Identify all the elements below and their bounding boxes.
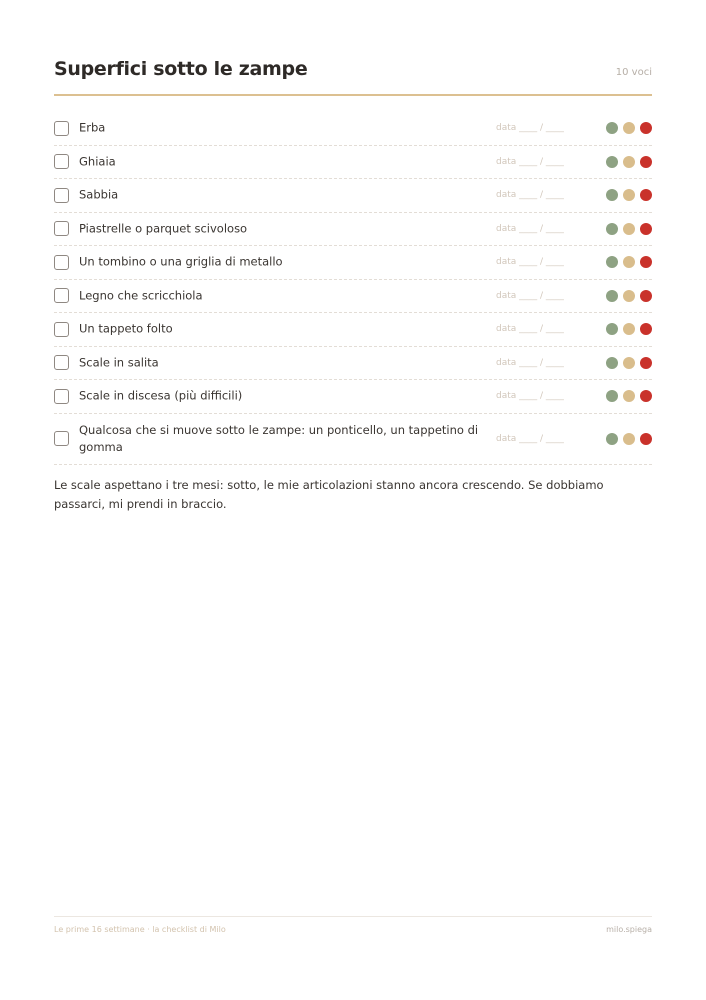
rating-red-dot[interactable] — [640, 390, 652, 402]
item-label: Scale in discesa (più difficili) — [79, 388, 243, 403]
item-label: Erba — [79, 120, 106, 135]
rating-dots — [606, 156, 652, 168]
rating-dots — [606, 390, 652, 402]
item-label: Scale in salita — [79, 355, 159, 370]
rating-green-dot[interactable] — [606, 256, 618, 268]
rating-green-dot[interactable] — [606, 390, 618, 402]
rating-green-dot[interactable] — [606, 357, 618, 369]
rating-tan-dot[interactable] — [623, 357, 635, 369]
rating-green-dot[interactable] — [606, 156, 618, 168]
rating-red-dot[interactable] — [640, 189, 652, 201]
item-label: Sabbia — [79, 187, 119, 202]
rating-dots — [606, 357, 652, 369]
rating-dots — [606, 290, 652, 302]
rating-red-dot[interactable] — [640, 223, 652, 235]
item-count: 10 voci — [615, 67, 652, 78]
item-label: Piastrelle o parquet scivoloso — [79, 221, 248, 236]
checklist-item — [54, 246, 652, 280]
item-checkbox[interactable] — [54, 188, 69, 203]
footer-source: Le prime 16 settimane · la checklist di Milo — [54, 925, 226, 934]
rating-green-dot[interactable] — [606, 122, 618, 134]
checklist-item — [54, 313, 652, 347]
date-field[interactable]: data ____ / ____ — [496, 391, 564, 402]
rating-tan-dot[interactable] — [623, 323, 635, 335]
checklist-item — [54, 112, 652, 146]
rating-tan-dot[interactable] — [623, 433, 635, 445]
checklist-item — [54, 414, 652, 465]
item-checkbox[interactable] — [54, 255, 69, 270]
date-field[interactable]: data ____ / ____ — [496, 290, 564, 301]
rating-red-dot[interactable] — [640, 122, 652, 134]
page-header — [54, 58, 652, 96]
rating-dots — [606, 433, 652, 445]
checklist-item — [54, 179, 652, 213]
date-field[interactable]: data ____ / ____ — [496, 223, 564, 234]
rating-dots — [606, 122, 652, 134]
item-checkbox[interactable] — [54, 154, 69, 169]
rating-red-dot[interactable] — [640, 433, 652, 445]
checklist-item — [54, 347, 652, 381]
date-field[interactable]: data ____ / ____ — [496, 123, 564, 134]
date-field[interactable]: data ____ / ____ — [496, 156, 564, 167]
footer-brand: milo.spiega — [606, 925, 652, 934]
date-field[interactable]: data ____ / ____ — [496, 324, 564, 335]
page-footer — [54, 916, 652, 942]
rating-green-dot[interactable] — [606, 433, 618, 445]
rating-tan-dot[interactable] — [623, 390, 635, 402]
checklist-item — [54, 146, 652, 180]
rating-red-dot[interactable] — [640, 156, 652, 168]
rating-red-dot[interactable] — [640, 290, 652, 302]
item-checkbox[interactable] — [54, 221, 69, 236]
rating-tan-dot[interactable] — [623, 290, 635, 302]
page-title: Superfici sotto le zampe — [54, 58, 308, 80]
rating-dots — [606, 223, 652, 235]
date-field[interactable]: data ____ / ____ — [496, 433, 564, 444]
item-checkbox[interactable] — [54, 355, 69, 370]
rating-dots — [606, 256, 652, 268]
rating-tan-dot[interactable] — [623, 256, 635, 268]
rating-red-dot[interactable] — [640, 357, 652, 369]
rating-tan-dot[interactable] — [623, 122, 635, 134]
checklist-item — [54, 380, 652, 414]
rating-dots — [606, 323, 652, 335]
item-checkbox[interactable] — [54, 121, 69, 136]
item-label: Ghiaia — [79, 154, 116, 169]
item-checkbox[interactable] — [54, 431, 69, 446]
checklist-item — [54, 213, 652, 247]
rating-green-dot[interactable] — [606, 323, 618, 335]
rating-green-dot[interactable] — [606, 189, 618, 201]
rating-tan-dot[interactable] — [623, 156, 635, 168]
checklist — [54, 112, 652, 465]
checklist-page — [54, 0, 652, 1000]
rating-red-dot[interactable] — [640, 256, 652, 268]
stairs-note: Le scale aspettano i tre mesi: sotto, le mie articolazioni stanno ancora crescendo. Se dobbiamo passarci, mi prendi in braccio. — [54, 478, 604, 511]
item-label: Qualcosa che si muove sotto le zampe: un ponticello, un tappetino di gomma — [79, 422, 479, 454]
rating-green-dot[interactable] — [606, 290, 618, 302]
date-field[interactable]: data ____ / ____ — [496, 190, 564, 201]
rating-tan-dot[interactable] — [623, 189, 635, 201]
rating-green-dot[interactable] — [606, 223, 618, 235]
item-label: Legno che scricchiola — [79, 288, 203, 303]
item-label: Un tombino o una griglia di metallo — [79, 254, 283, 269]
checklist-item — [54, 280, 652, 314]
item-label: Un tappeto folto — [79, 321, 173, 336]
rating-tan-dot[interactable] — [623, 223, 635, 235]
item-checkbox[interactable] — [54, 288, 69, 303]
date-field[interactable]: data ____ / ____ — [496, 257, 564, 268]
rating-red-dot[interactable] — [640, 323, 652, 335]
rating-dots — [606, 189, 652, 201]
date-field[interactable]: data ____ / ____ — [496, 357, 564, 368]
item-checkbox[interactable] — [54, 322, 69, 337]
item-checkbox[interactable] — [54, 389, 69, 404]
